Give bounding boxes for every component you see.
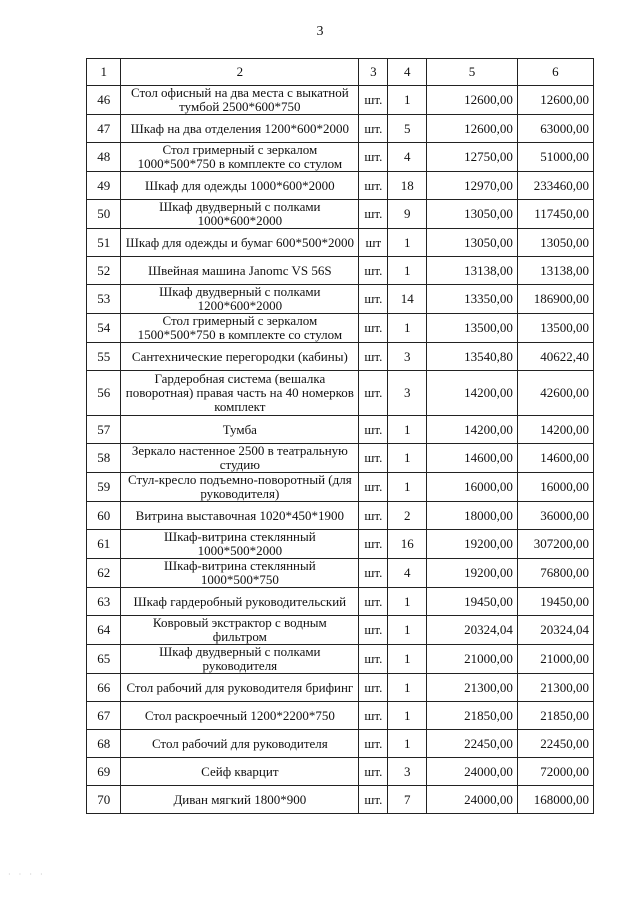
quantity: 2 [388,502,427,530]
item-name: Швейная машина Janomc VS 56S [121,257,359,285]
total-price: 21850,00 [517,702,593,730]
item-name: Стол раскроечный 1200*2200*750 [121,702,359,730]
quantity: 5 [388,115,427,143]
unit: шт. [359,559,388,588]
table-row [87,143,594,172]
total-price: 16000,00 [517,473,593,502]
item-name: Сантехнические перегородки (кабины) [121,343,359,371]
unit: шт. [359,645,388,674]
item-name: Шкаф-витрина стеклянный 1000*500*750 [121,559,359,588]
total-price: 13050,00 [517,229,593,257]
table-row [87,674,594,702]
unit-price: 19450,00 [427,588,518,616]
column-header: 4 [388,59,427,86]
unit-price: 21000,00 [427,645,518,674]
unit: шт. [359,674,388,702]
table-row [87,730,594,758]
unit: шт. [359,530,388,559]
table-row [87,502,594,530]
total-price: 307200,00 [517,530,593,559]
total-price: 63000,00 [517,115,593,143]
unit-price: 19200,00 [427,530,518,559]
item-name: Стул-кресло подъемно-поворотный (для руководителя) [121,473,359,502]
total-price: 40622,40 [517,343,593,371]
scan-artifact: · · · · [8,870,46,879]
table-header-row [87,59,594,86]
item-name: Стол рабочий для руководителя [121,730,359,758]
row-number: 62 [87,559,121,588]
quantity: 14 [388,285,427,314]
item-name: Шкаф на два отделения 1200*600*2000 [121,115,359,143]
row-number: 48 [87,143,121,172]
table-row [87,444,594,473]
total-price: 42600,00 [517,371,593,416]
row-number: 61 [87,530,121,559]
unit-price: 20324,04 [427,616,518,645]
unit-price: 14600,00 [427,444,518,473]
row-number: 64 [87,616,121,645]
quantity: 1 [388,645,427,674]
row-number: 60 [87,502,121,530]
table-row [87,371,594,416]
row-number: 47 [87,115,121,143]
table-row [87,172,594,200]
item-name: Ковровый экстрактор с водным фильтром [121,616,359,645]
row-number: 65 [87,645,121,674]
table-row [87,786,594,814]
row-number: 52 [87,257,121,285]
unit: шт. [359,444,388,473]
table-row [87,559,594,588]
quantity: 1 [388,702,427,730]
total-price: 21000,00 [517,645,593,674]
quantity: 4 [388,143,427,172]
quantity: 1 [388,444,427,473]
unit-price: 12970,00 [427,172,518,200]
item-name: Шкаф двудверный с полками 1200*600*2000 [121,285,359,314]
total-price: 14200,00 [517,416,593,444]
unit: шт. [359,702,388,730]
unit-price: 13050,00 [427,229,518,257]
total-price: 19450,00 [517,588,593,616]
row-number: 63 [87,588,121,616]
item-name: Шкаф для одежды 1000*600*2000 [121,172,359,200]
table-row [87,86,594,115]
row-number: 58 [87,444,121,473]
table-row [87,758,594,786]
row-number: 66 [87,674,121,702]
table-row [87,343,594,371]
quantity: 1 [388,229,427,257]
item-name: Зеркало настенное 2500 в театральную студию [121,444,359,473]
row-number: 55 [87,343,121,371]
quantity: 3 [388,371,427,416]
unit-price: 16000,00 [427,473,518,502]
unit: шт. [359,200,388,229]
quantity: 9 [388,200,427,229]
item-name: Тумба [121,416,359,444]
quantity: 1 [388,473,427,502]
row-number: 46 [87,86,121,115]
unit-price: 14200,00 [427,416,518,444]
row-number: 53 [87,285,121,314]
quantity: 1 [388,674,427,702]
unit-price: 12600,00 [427,86,518,115]
item-name: Шкаф двудверный с полками руководителя [121,645,359,674]
column-header: 5 [427,59,518,86]
total-price: 72000,00 [517,758,593,786]
table-body [87,86,594,814]
unit: шт. [359,371,388,416]
table-row [87,588,594,616]
table-row [87,257,594,285]
unit: шт. [359,758,388,786]
unit-price: 19200,00 [427,559,518,588]
total-price: 14600,00 [517,444,593,473]
column-header: 6 [517,59,593,86]
quantity: 1 [388,588,427,616]
total-price: 117450,00 [517,200,593,229]
unit: шт. [359,588,388,616]
quantity: 16 [388,530,427,559]
quantity: 18 [388,172,427,200]
table-row [87,229,594,257]
total-price: 12600,00 [517,86,593,115]
row-number: 57 [87,416,121,444]
unit-price: 24000,00 [427,758,518,786]
item-name: Стол рабочий для руководителя брифинг [121,674,359,702]
unit: шт. [359,143,388,172]
table-row [87,285,594,314]
unit: шт. [359,86,388,115]
unit: шт. [359,502,388,530]
unit: шт [359,229,388,257]
unit: шт. [359,115,388,143]
total-price: 233460,00 [517,172,593,200]
total-price: 51000,00 [517,143,593,172]
table-row [87,616,594,645]
row-number: 67 [87,702,121,730]
row-number: 59 [87,473,121,502]
total-price: 22450,00 [517,730,593,758]
column-header: 2 [121,59,359,86]
unit: шт. [359,730,388,758]
item-name: Диван мягкий 1800*900 [121,786,359,814]
table-row [87,645,594,674]
row-number: 51 [87,229,121,257]
unit-price: 14200,00 [427,371,518,416]
total-price: 20324,04 [517,616,593,645]
total-price: 36000,00 [517,502,593,530]
row-number: 70 [87,786,121,814]
unit: шт. [359,343,388,371]
row-number: 54 [87,314,121,343]
unit: шт. [359,786,388,814]
total-price: 21300,00 [517,674,593,702]
unit-price: 21300,00 [427,674,518,702]
total-price: 76800,00 [517,559,593,588]
unit-price: 13500,00 [427,314,518,343]
item-name: Шкаф-витрина стеклянный 1000*500*2000 [121,530,359,559]
table-row [87,200,594,229]
table-row [87,416,594,444]
unit: шт. [359,285,388,314]
column-header: 3 [359,59,388,86]
item-name: Гардеробная система (вешалка поворотная) правая часть на 40 номерков комплект [121,371,359,416]
unit-price: 24000,00 [427,786,518,814]
quantity: 1 [388,314,427,343]
item-name: Шкаф двудверный с полками 1000*600*2000 [121,200,359,229]
unit-price: 13350,00 [427,285,518,314]
unit-price: 18000,00 [427,502,518,530]
row-number: 50 [87,200,121,229]
table-row [87,530,594,559]
row-number: 49 [87,172,121,200]
unit: шт. [359,257,388,285]
quantity: 3 [388,758,427,786]
unit-price: 22450,00 [427,730,518,758]
unit-price: 13138,00 [427,257,518,285]
page-number: 3 [316,24,324,39]
total-price: 13138,00 [517,257,593,285]
total-price: 13500,00 [517,314,593,343]
quantity: 1 [388,416,427,444]
unit-price: 21850,00 [427,702,518,730]
unit: шт. [359,314,388,343]
column-header: 1 [87,59,121,86]
unit: шт. [359,473,388,502]
inventory-table [86,58,594,814]
unit: шт. [359,616,388,645]
row-number: 56 [87,371,121,416]
quantity: 4 [388,559,427,588]
item-name: Шкаф гардеробный руководительский [121,588,359,616]
item-name: Стол офисный на два места с выкатной тумбой 2500*600*750 [121,86,359,115]
unit: шт. [359,416,388,444]
unit-price: 12600,00 [427,115,518,143]
quantity: 7 [388,786,427,814]
table-row [87,314,594,343]
item-name: Стол гримерный с зеркалом 1500*500*750 в комплекте со стулом [121,314,359,343]
unit-price: 13050,00 [427,200,518,229]
unit: шт. [359,172,388,200]
unit-price: 13540,80 [427,343,518,371]
item-name: Витрина выставочная 1020*450*1900 [121,502,359,530]
table-row [87,473,594,502]
table-row [87,115,594,143]
quantity: 3 [388,343,427,371]
quantity: 1 [388,616,427,645]
item-name: Стол гримерный с зеркалом 1000*500*750 в комплекте со стулом [121,143,359,172]
item-name: Шкаф для одежды и бумаг 600*500*2000 [121,229,359,257]
table-row [87,702,594,730]
quantity: 1 [388,257,427,285]
total-price: 168000,00 [517,786,593,814]
quantity: 1 [388,730,427,758]
total-price: 186900,00 [517,285,593,314]
quantity: 1 [388,86,427,115]
row-number: 69 [87,758,121,786]
row-number: 68 [87,730,121,758]
item-name: Сейф кварцит [121,758,359,786]
unit-price: 12750,00 [427,143,518,172]
